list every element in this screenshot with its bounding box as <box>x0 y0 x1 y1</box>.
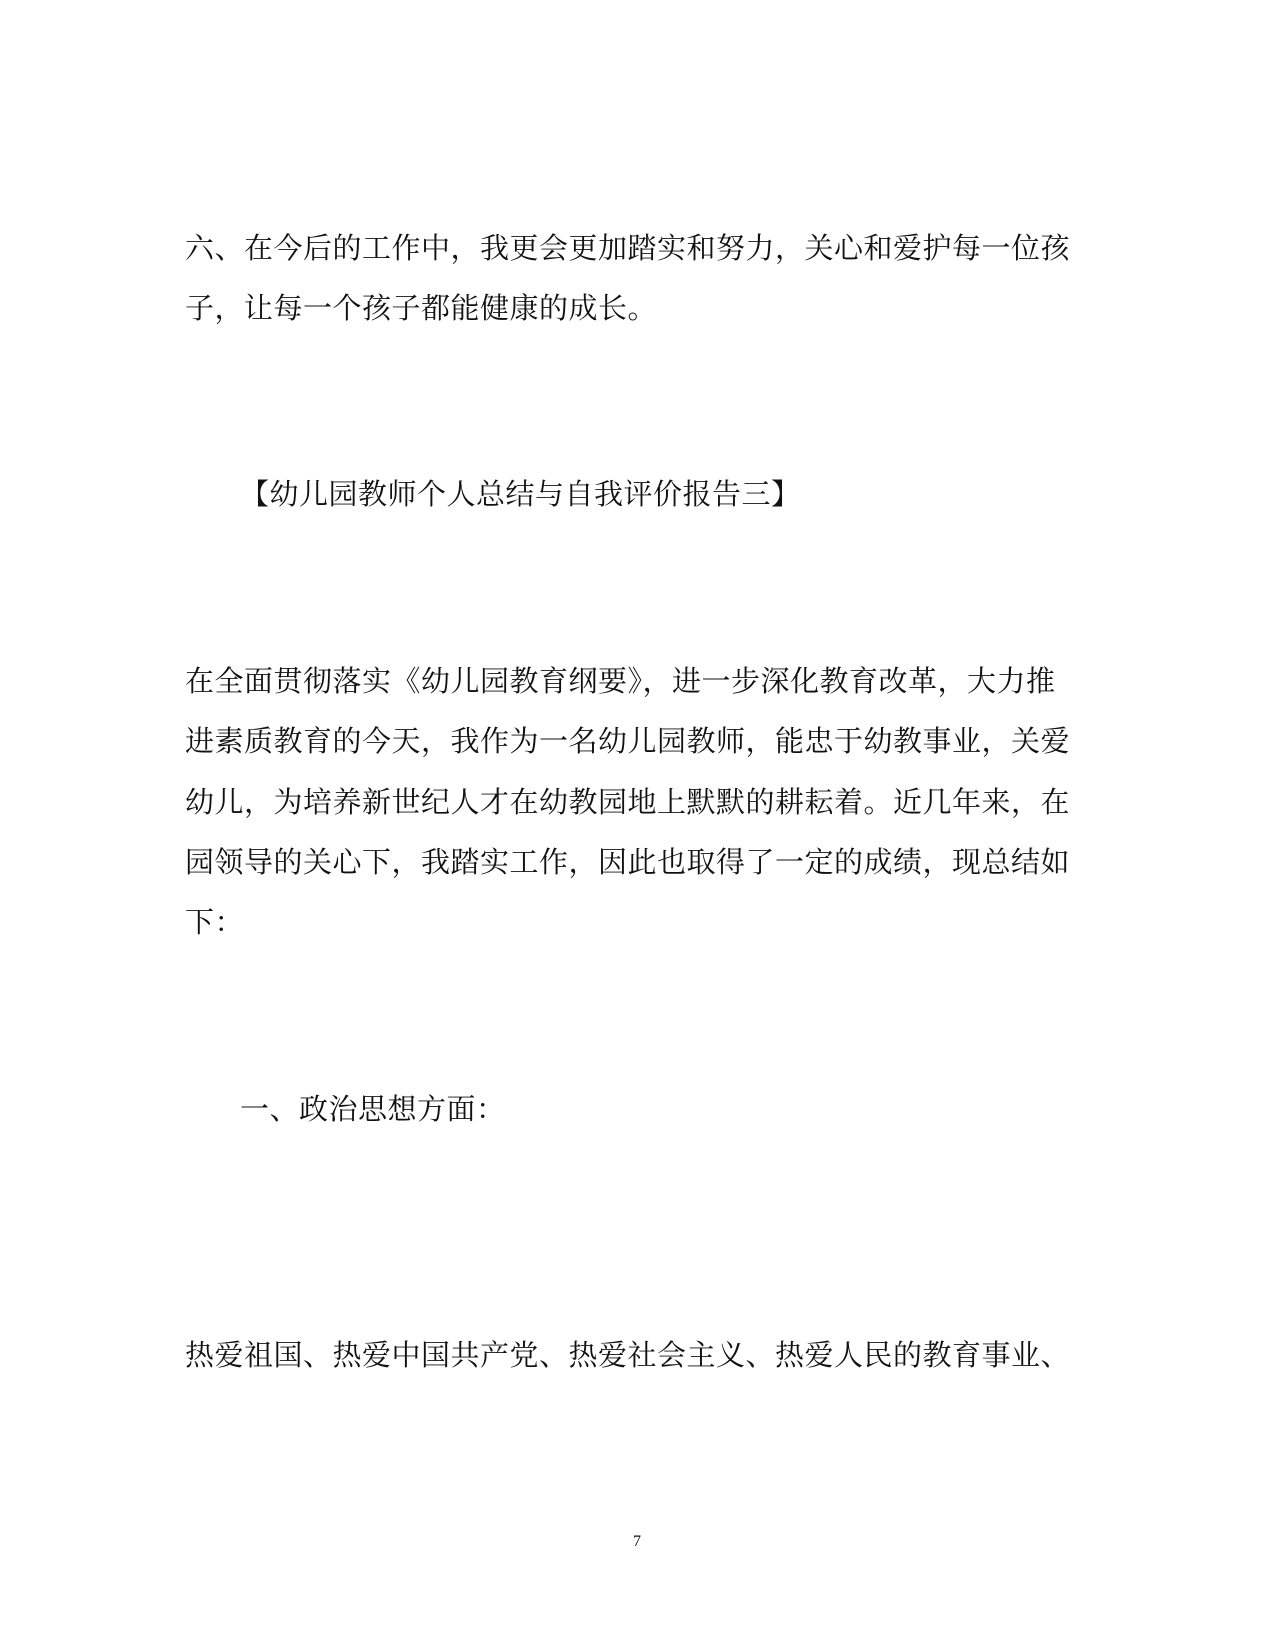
page-number: 7 <box>633 1533 641 1550</box>
intro-paragraph-line-1: 在全面贯彻落实《幼儿园教育纲要》，进一步深化教育改革，大力推 <box>185 664 1056 698</box>
intro-paragraph-line-3: 幼儿，为培养新世纪人才在幼教园地上默默的耕耘着。近几年来，在 <box>185 785 1071 819</box>
intro-paragraph-line-4: 园领导的关心下，我踏实工作，因此也取得了一定的成绩，现总结如 <box>185 845 1071 879</box>
subheading-politics: 一、政治思想方面： <box>240 1092 506 1126</box>
paragraph-six-line-2: 子，让每一个孩子都能健康的成长。 <box>185 291 658 325</box>
intro-paragraph-line-2: 进素质教育的今天，我作为一名幼儿园教师，能忠于幼教事业，关爱 <box>185 724 1071 758</box>
politics-paragraph-line-1: 热爱祖国、热爱中国共产党、热爱社会主义、热爱人民的教育事业、 <box>185 1338 1071 1372</box>
paragraph-six-line-1: 六、在今后的工作中，我更会更加踏实和努力，关心和爱护每一位孩 <box>185 231 1071 265</box>
intro-paragraph-line-5: 下： <box>185 905 245 939</box>
section-heading: 【幼儿园教师个人总结与自我评价报告三】 <box>240 477 801 511</box>
